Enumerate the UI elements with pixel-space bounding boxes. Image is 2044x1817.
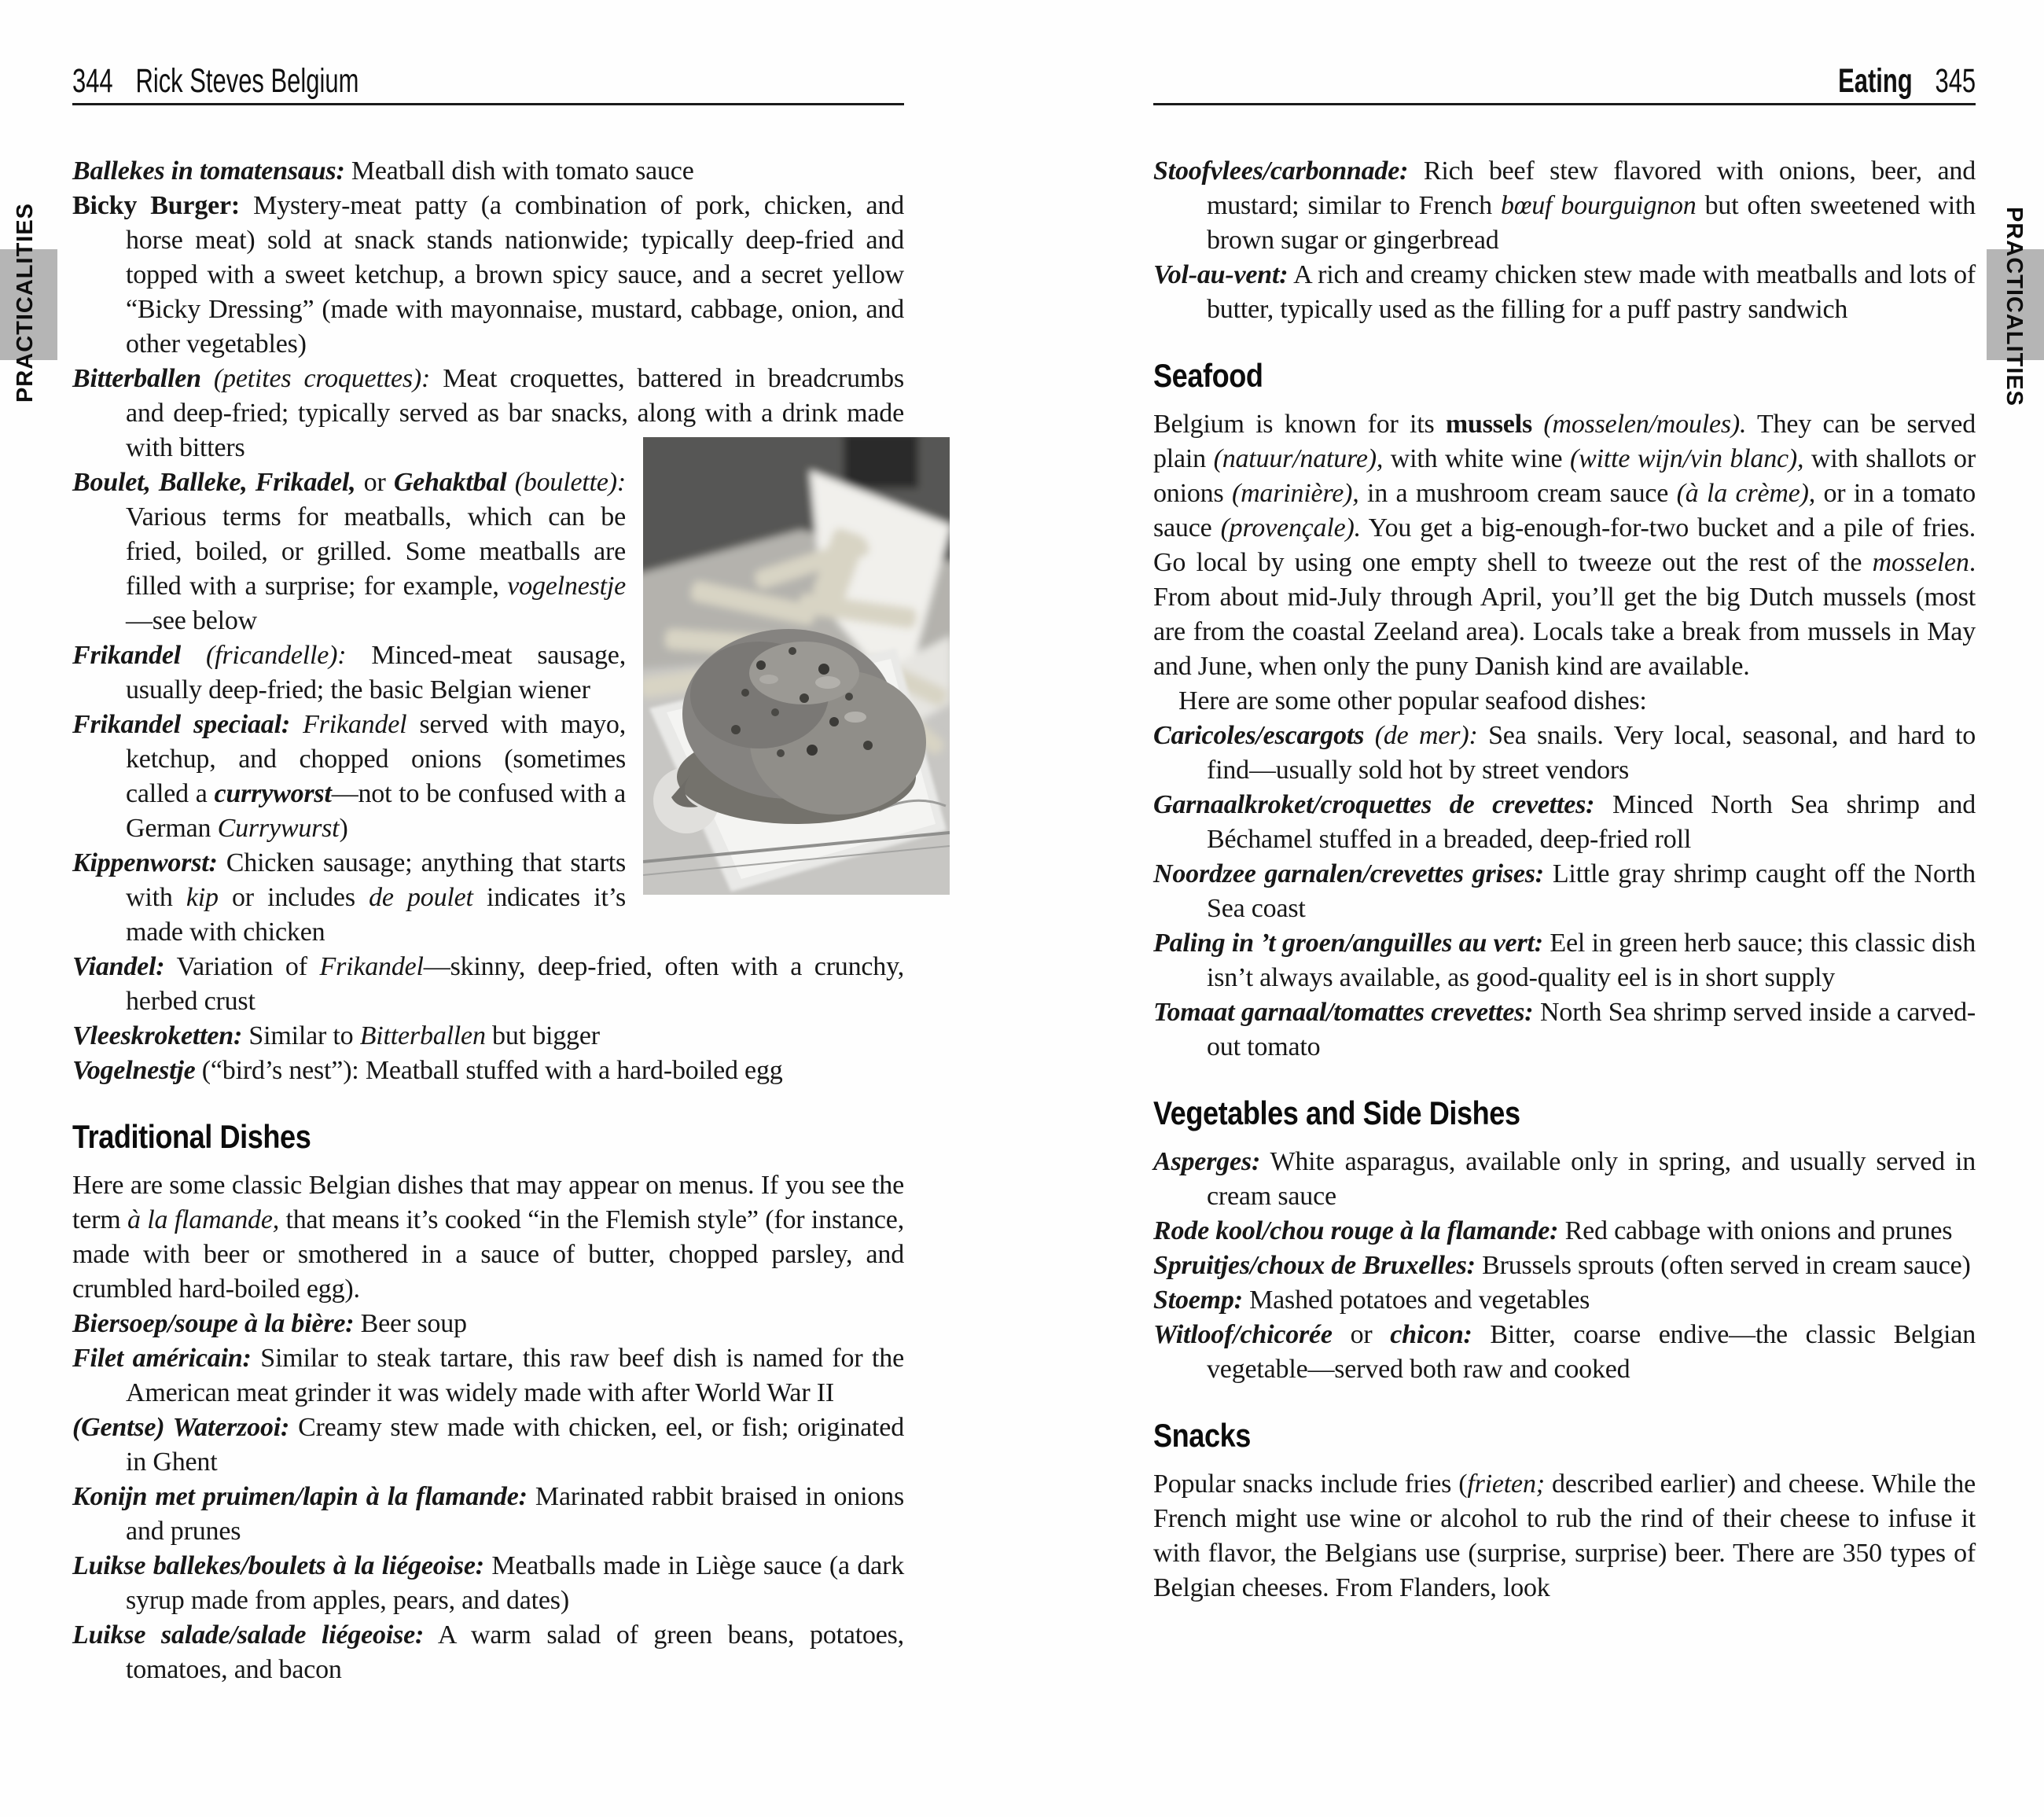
dictionary-entry: Viandel: Variation of Frikandel—skinny, deep-fried, often with a crunchy, herbed crust bbox=[72, 952, 904, 1016]
section-heading-text: Vegetables and Side Dishes bbox=[1153, 1094, 1520, 1131]
meatball-with-fries-photo bbox=[643, 437, 950, 895]
dictionary-entry: Filet américain: Similar to steak tartare, this raw beef dish is named for the American meat grinder it was widely made with after World War II bbox=[72, 1344, 904, 1407]
chapter-title: Eating bbox=[1837, 62, 1913, 100]
side-tab-label-left: PRACTICALITIES bbox=[13, 202, 38, 403]
paragraph: Here are some classic Belgian dishes that may appear on menus. If you see the term à la flamande, that means it’s cooked “in the Flemish style” (for instance, made with beer or smothered in a sauce of butter, chopped parsley, and crumbled hard-boiled egg). bbox=[72, 1171, 904, 1304]
section-heading-text: Traditional Dishes bbox=[72, 1118, 311, 1155]
dictionary-entry: Boulet, Balleke, Frikadel, or Gehaktbal (boulette): Various terms for meatballs, which can be fried, boiled, or grilled. Some meatballs are filled with a surprise; for example, vogelnestje—see below bbox=[72, 465, 904, 638]
dictionary-entry: Bicky Burger: Mystery-meat patty (a combination of pork, chicken, and horse meat) sold at snack stands nationwide; typically deep-fried and topped with a sweet ketchup, a brown spicy sauce, and a secret yellow “Bicky Dressing” (made with mayonnaise, mustard, cabbage, onion, and other vegetables) bbox=[72, 191, 904, 359]
section-heading bbox=[1153, 357, 1976, 398]
section-heading bbox=[72, 1118, 904, 1159]
section-heading bbox=[1153, 1417, 1976, 1458]
dictionary-entry: Frikandel speciaal: Frikandel served with mayo, ketchup, and chopped onions (sometimes called a curryworst—not to be confused with a German Currywurst) bbox=[72, 710, 626, 843]
running-header-right bbox=[1838, 63, 1976, 99]
dictionary-entry: Noordzee garnalen/crevettes grises: Little gray shrimp caught off the North Sea coast bbox=[1153, 859, 1976, 923]
dictionary-entry: Ballekes in tomatensaus: Meatball dish with tomato sauce bbox=[72, 156, 694, 186]
dictionary-entry: Konijn met pruimen/lapin à la flamande: Marinated rabbit braised in onions and prunes bbox=[72, 1482, 904, 1546]
page-number-right: 345 bbox=[1935, 62, 1976, 100]
paragraph: Popular snacks include fries (frieten; described earlier) and cheese. While the French might use wine or alcohol to rub the rind of their cheese to infuse it with flavor, the Belgians use (surprise, surprise) beer. There are 350 types of Belgian cheeses. From Flanders, look bbox=[1153, 1469, 1976, 1602]
dictionary-entry: Rode kool/chou rouge à la flamande: Red cabbage with onions and prunes bbox=[1153, 1216, 1953, 1245]
dictionary-entry: Paling in ’t groen/anguilles au vert: Eel in green herb sauce; this classic dish isn’t always available, as good-quality eel is in short supply bbox=[1153, 929, 1976, 992]
dictionary-entry: Vogelnestje (“bird’s nest”): Meatball stuffed with a hard-boiled egg bbox=[72, 1056, 783, 1085]
paragraph: Belgium is known for its mussels (mosselen/moules). They can be served plain (natuur/nature), with white wine (witte wijn/vin blanc), with shallots or onions (marinière), in a mushroom cream sauce (à la crème), or in a tomato sauce (provençale). You get a big-enough-for-two bucket and a pile of fries. Go local by using one empty shell to tweeze out the rest of the mosselen. From about mid-July through April, you’ll get the big Dutch mussels (most are from the coastal Zeeland area). Locals take a break from mussels in May and June, when only the puny Danish kind are available. bbox=[1153, 410, 1976, 681]
dictionary-entry: (Gentse) Waterzooi: Creamy stew made with chicken, eel, or fish; originated in Ghent bbox=[72, 1413, 904, 1477]
left-text-column bbox=[72, 154, 904, 1687]
section-heading-text: Snacks bbox=[1153, 1417, 1251, 1454]
running-header-left bbox=[72, 63, 358, 99]
side-tab-label-right: PRACTICALITIES bbox=[2002, 206, 2027, 407]
dictionary-entry: Stoemp: Mashed potatoes and vegetables bbox=[1153, 1286, 1590, 1315]
section-heading-text: Seafood bbox=[1153, 357, 1263, 394]
header-rule-left bbox=[72, 103, 904, 105]
right-text-column bbox=[1153, 154, 1976, 1606]
dictionary-entry: Bitterballen (petites croquettes): Meat croquettes, battered in breadcrumbs and deep-fried; typically served as bar snacks, along with a drink made with bitters bbox=[72, 364, 904, 462]
dictionary-entry: Garnaalkroket/croquettes de crevettes: Minced North Sea shrimp and Béchamel stuffed in a breaded, deep-fried roll bbox=[1153, 790, 1976, 854]
dictionary-entry: Caricoles/escargots (de mer): Sea snails. Very local, seasonal, and hard to find—usually sold hot by street vendors bbox=[1153, 721, 1976, 785]
dictionary-entry: Luikse salade/salade liégeoise: A warm salad of green beans, potatoes, tomatoes, and bacon bbox=[72, 1620, 904, 1684]
dictionary-entry: Kippenworst: Chicken sausage; anything that starts with kip or includes de poulet indicates it’s made with chicken bbox=[72, 848, 626, 947]
header-rule-right bbox=[1153, 103, 1976, 105]
dictionary-entry: Stoofvlees/carbonnade: Rich beef stew flavored with onions, beer, and mustard; similar to French bœuf bourguignon but often sweetened with brown sugar or gingerbread bbox=[1153, 156, 1976, 255]
dictionary-entry: Luikse ballekes/boulets à la liégeoise: Meatballs made in Liège sauce (a dark syrup made from apples, pears, and dates) bbox=[72, 1551, 904, 1615]
dictionary-entry: Tomaat garnaal/tomattes crevettes: North Sea shrimp served inside a carved-out tomato bbox=[1153, 998, 1976, 1061]
paragraph: Here are some other popular seafood dishes: bbox=[1178, 686, 1647, 715]
dictionary-entry: Vleeskroketten: Similar to Bitterballen but bigger bbox=[72, 1021, 600, 1050]
book-title: Rick Steves Belgium bbox=[135, 62, 359, 100]
dictionary-entry: Frikandel (fricandelle): Minced-meat sausage, usually deep-fried; the basic Belgian wiener bbox=[72, 641, 626, 704]
dictionary-entry: Spruitjes/choux de Bruxelles: Brussels sprouts (often served in cream sauce) bbox=[1153, 1251, 1971, 1280]
dictionary-entry: Vol-au-vent: A rich and creamy chicken stew made with meatballs and lots of butter, typically used as the filling for a puff pastry sandwich bbox=[1153, 260, 1976, 324]
dictionary-entry: Asperges: White asparagus, available only in spring, and usually served in cream sauce bbox=[1153, 1147, 1976, 1211]
dictionary-entry: Biersoep/soupe à la bière: Beer soup bbox=[72, 1309, 467, 1338]
page-number-left: 344 bbox=[72, 62, 113, 100]
dish-photo-illustration bbox=[643, 437, 950, 895]
dictionary-entry: Witloof/chicorée or chicon: Bitter, coarse endive—the classic Belgian vegetable—served both raw and cooked bbox=[1153, 1320, 1976, 1384]
section-heading bbox=[1153, 1094, 1976, 1135]
